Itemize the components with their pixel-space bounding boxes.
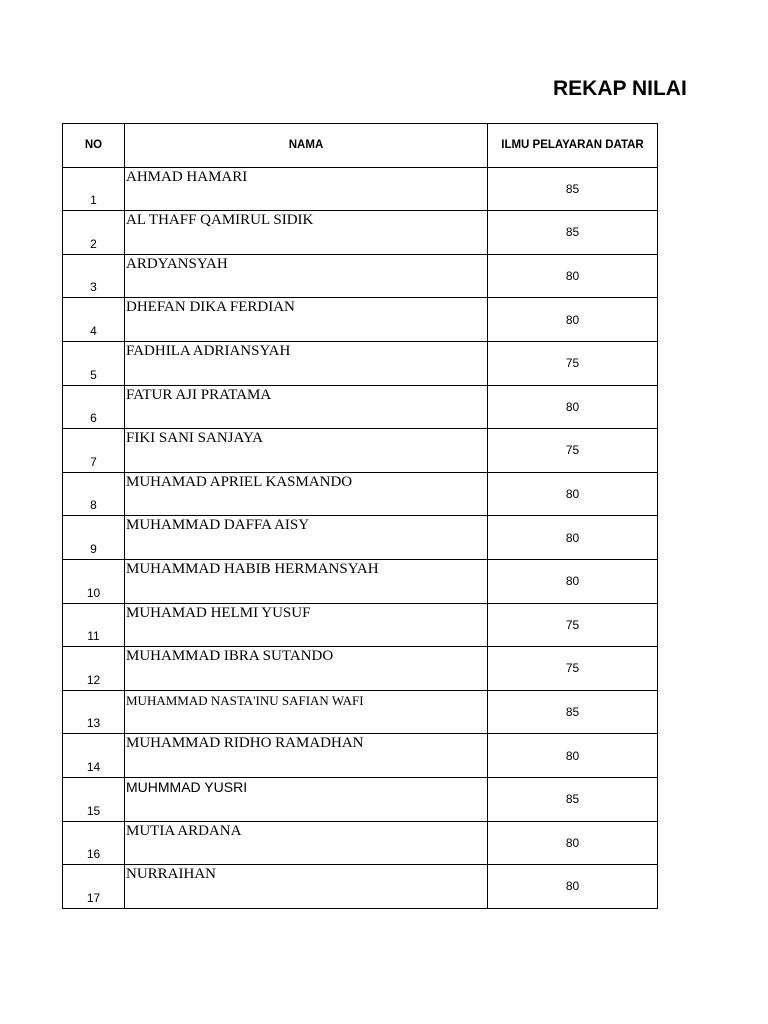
grade-value: 80 (488, 821, 658, 865)
grade-value: 80 (488, 516, 658, 560)
grade-value: 85 (488, 777, 658, 821)
row-number: 3 (90, 280, 97, 295)
row-number: 9 (90, 541, 97, 556)
student-name-cell (125, 429, 488, 473)
table-row (63, 167, 658, 211)
grade-value: 75 (488, 647, 658, 691)
table-row (63, 211, 658, 255)
row-number-cell (63, 734, 125, 778)
row-number-cell (63, 472, 125, 516)
row-number-cell (63, 865, 125, 909)
grade-value: 80 (488, 472, 658, 516)
table-row (63, 559, 658, 603)
student-name: MUTIA ARDANA (126, 822, 242, 839)
page-title: REKAP NILAI (553, 77, 687, 100)
row-number-cell (63, 254, 125, 298)
grade-value: 85 (488, 690, 658, 734)
row-number-cell (63, 821, 125, 865)
student-name-cell (125, 516, 488, 560)
table-row (63, 385, 658, 429)
row-number-cell (63, 559, 125, 603)
student-name: MUHAMMAD IBRA SUTANDO (126, 648, 334, 665)
student-name: NURRAIHAN (126, 866, 216, 883)
table-row (63, 777, 658, 821)
row-number: 15 (86, 803, 101, 818)
grade-value: 80 (488, 865, 658, 909)
row-number: 2 (90, 236, 97, 251)
student-name-cell (125, 385, 488, 429)
student-name-cell (125, 211, 488, 255)
student-name: FADHILA ADRIANSYAH (126, 342, 291, 359)
student-name: MUHAMAD APRIEL KASMANDO (126, 473, 353, 490)
grade-value: 85 (488, 167, 658, 211)
row-number-cell (63, 211, 125, 255)
table-row (63, 254, 658, 298)
row-number: 16 (86, 847, 101, 862)
row-number: 11 (87, 629, 100, 644)
grade-value: 75 (488, 603, 658, 647)
table-row (63, 865, 658, 909)
student-name-cell (125, 559, 488, 603)
student-name: MUHAMMAD DAFFA AISY (126, 517, 310, 534)
student-name-cell (125, 647, 488, 691)
grade-value: 75 (488, 341, 658, 385)
row-number: 1 (90, 193, 97, 208)
row-number: 8 (90, 498, 97, 513)
student-name-cell (125, 865, 488, 909)
row-number: 6 (90, 411, 97, 426)
table-row (63, 472, 658, 516)
grade-value: 80 (488, 559, 658, 603)
student-name-cell (125, 254, 488, 298)
student-name-cell (125, 777, 488, 821)
student-name: ARDYANSYAH (126, 255, 228, 272)
table-row (63, 690, 658, 734)
student-name-cell (125, 690, 488, 734)
row-number: 7 (90, 454, 97, 469)
grades-table-body (63, 124, 658, 909)
student-name: MUHMMAD YUSRI (126, 778, 248, 795)
row-number: 4 (90, 323, 97, 338)
table-row (63, 821, 658, 865)
header-no: NO (63, 124, 125, 168)
student-name: MUHAMMAD RIDHO RAMADHAN (126, 735, 364, 752)
row-number-cell (63, 603, 125, 647)
row-number: 17 (86, 890, 101, 905)
row-number-cell (63, 516, 125, 560)
student-name-cell (125, 821, 488, 865)
table-row (63, 603, 658, 647)
row-number-cell (63, 647, 125, 691)
student-name-cell (125, 472, 488, 516)
table-row (63, 341, 658, 385)
row-number-cell (63, 341, 125, 385)
row-number: 13 (86, 716, 101, 731)
table-header-row (63, 124, 658, 168)
student-name: FIKI SANI SANJAYA (126, 430, 263, 447)
student-name: MUHAMAD HELMI YUSUF (126, 604, 311, 621)
grade-value: 80 (488, 254, 658, 298)
grade-value: 80 (488, 385, 658, 429)
student-name-cell (125, 298, 488, 342)
student-name: MUHAMMAD NASTA'INU SAFIAN WAFI (126, 692, 364, 708)
student-name: DHEFAN DIKA FERDIAN (126, 299, 295, 316)
table-row (63, 516, 658, 560)
student-name-cell (125, 734, 488, 778)
row-number: 10 (86, 585, 101, 600)
student-name: MUHAMMAD HABIB HERMANSYAH (126, 560, 379, 577)
student-name-cell (125, 603, 488, 647)
table-row (63, 647, 658, 691)
grade-value: 75 (488, 429, 658, 473)
row-number-cell (63, 167, 125, 211)
grade-value: 85 (488, 211, 658, 255)
table-row (63, 298, 658, 342)
student-name: AL THAFF QAMIRUL SIDIK (126, 212, 314, 229)
header-nama: NAMA (125, 124, 488, 168)
grade-value: 80 (488, 734, 658, 778)
grades-table (62, 123, 658, 909)
student-name-cell (125, 341, 488, 385)
table-row (63, 429, 658, 473)
grade-value: 80 (488, 298, 658, 342)
table-row (63, 734, 658, 778)
row-number-cell (63, 690, 125, 734)
header-subject: ILMU PELAYARAN DATAR (488, 124, 658, 168)
row-number-cell (63, 385, 125, 429)
student-name-cell (125, 167, 488, 211)
row-number: 12 (86, 672, 101, 687)
row-number-cell (63, 429, 125, 473)
page-title-container (520, 74, 687, 104)
row-number: 14 (86, 759, 101, 774)
row-number-cell (63, 777, 125, 821)
row-number-cell (63, 298, 125, 342)
student-name: AHMAD HAMARI (126, 168, 248, 185)
row-number: 5 (90, 367, 97, 382)
student-name: FATUR AJI PRATAMA (126, 386, 272, 403)
